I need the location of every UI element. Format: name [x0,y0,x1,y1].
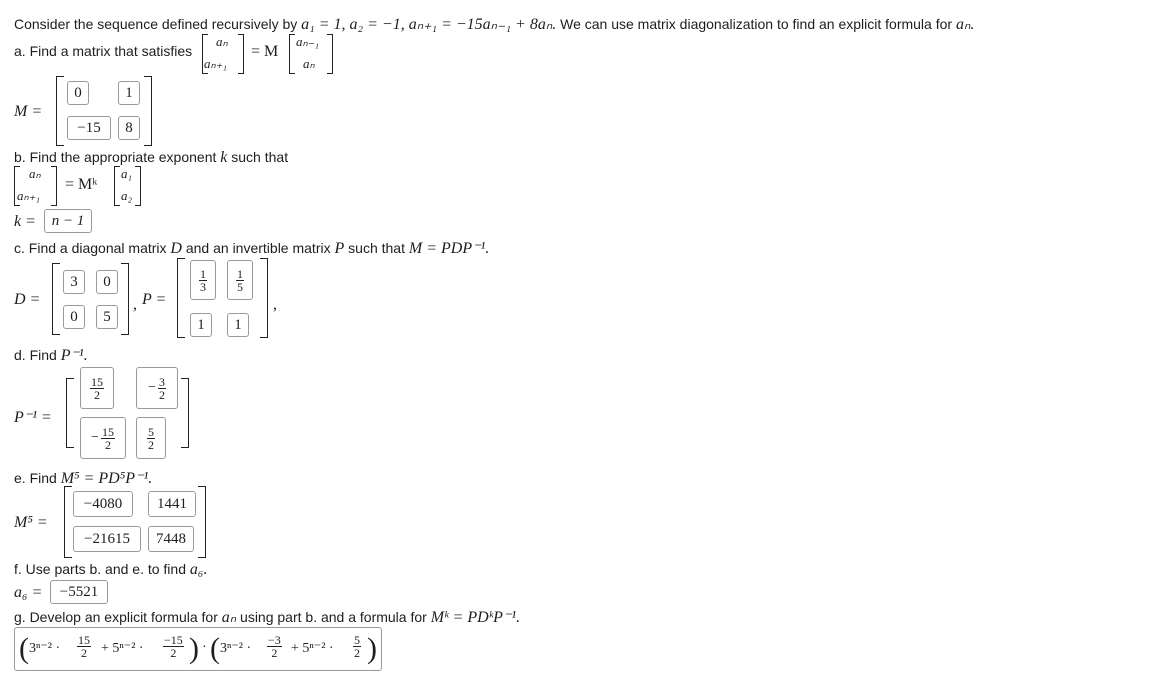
formula-term: 3ⁿ⁻² · [29,641,61,656]
formula-term: + 5ⁿ⁻² · [291,641,334,656]
P-symbol: P [334,240,345,257]
answer-input-d12[interactable]: 0 [96,270,118,294]
bracket [121,263,129,335]
numerator: 3 [158,374,165,389]
answer-input-p22[interactable]: 1 [227,313,249,337]
bracket [289,34,295,74]
equals-M: = M [251,43,279,60]
bracket [66,378,74,448]
part-d-prompt [14,345,88,365]
prompt-text: b. Find the appropriate exponent [14,149,221,165]
bracket [327,34,333,74]
answer-input-m5-11[interactable]: −4080 [73,491,133,517]
answer-input-pinv12[interactable] [136,367,178,409]
equals-Mk: = Mᵏ [65,176,98,193]
numerator: 15 [78,633,90,647]
answer-input-m12[interactable]: 1 [118,81,140,105]
denominator: 2 [94,387,100,402]
fraction [236,268,244,293]
right-paren: ) [189,632,199,665]
fraction [158,376,166,401]
recurrence-formula: a₁ = 1, a₂ = −1, aₙ₊₁ = −15aₙ₋₁ + 8aₙ. [301,16,557,33]
numerator: 1 [237,266,243,281]
answer-input-pinv11[interactable] [80,367,114,409]
answer-input-d22[interactable]: 5 [96,305,118,329]
denominator: 5 [237,279,243,294]
denominator: 3 [200,279,206,294]
fraction [163,634,184,659]
matrix-label-Pinv: P⁻¹ = [14,409,52,426]
a6-symbol: a₆. [189,561,208,578]
prompt-text: and an invertible matrix [181,240,335,256]
k-symbol: k [220,149,228,166]
dot-operator: · [202,640,207,655]
problem-intro [14,14,974,34]
diagonalization-equation: M = PDP⁻¹. [408,240,490,257]
numerator: −15 [164,633,183,647]
matrix-label-D: D = [14,291,41,308]
vector-entry: aₙ [29,166,41,181]
formula-term: + 5ⁿ⁻² · [101,641,144,656]
denominator: 2 [104,437,111,452]
bracket [144,76,152,146]
answer-input-m5-12[interactable]: 1441 [148,491,196,517]
vector-entry: aₙ [303,56,315,71]
denominator: 2 [354,646,360,660]
answer-input-d21[interactable]: 0 [63,305,85,329]
part-e-prompt [14,468,152,488]
numerator: 15 [91,374,103,389]
answer-input-p21[interactable]: 1 [190,313,212,337]
answer-input-p11[interactable] [190,260,216,300]
vector-entry: aₙ₊₁ [204,56,228,71]
matrix-label-M: M = [14,103,43,120]
answer-input-p12[interactable] [227,260,253,300]
part-f-prompt [14,561,207,579]
vector-entry: a₂ [121,188,133,203]
bracket [198,486,206,558]
answer-input-m22[interactable]: 8 [118,116,140,140]
answer-input-a6[interactable]: −5521 [50,580,108,604]
bracket [181,378,189,448]
numerator: 5 [354,633,360,647]
bracket [64,486,72,558]
M5-equation: M⁵ = PD⁵P⁻¹. [60,470,153,487]
answer-input-m21[interactable]: −15 [67,116,111,140]
answer-input-m11[interactable]: 0 [67,81,89,105]
prompt-text: using part b. and a formula for [236,609,431,625]
fraction [77,634,91,659]
matrix-label-M5: M⁵ = [14,514,48,531]
numerator: 5 [148,424,154,439]
numerator: −3 [268,633,281,647]
vector-entry: aₙ [216,34,228,49]
vector-entry: a₁ [121,166,133,181]
bracket [52,263,60,335]
fraction [353,634,361,659]
left-paren: ( [19,632,29,665]
fraction [101,426,115,451]
part-b-prompt [14,149,288,167]
matrix-label-P: P = [142,291,167,308]
fraction [267,634,282,659]
an-symbol: aₙ [221,609,237,626]
answer-input-k[interactable]: n − 1 [44,209,92,233]
P-inverse-symbol: P⁻¹. [60,347,88,364]
fraction [199,268,207,293]
bracket [56,76,64,146]
vector-entry: aₙ₋₁ [296,34,320,49]
answer-input-pinv22[interactable] [136,417,166,459]
bracket [260,258,268,338]
numerator: 15 [101,424,114,439]
answer-input-d11[interactable]: 3 [63,270,85,294]
prompt-text: d. Find [14,347,61,363]
prompt-text: f. Use parts b. and e. to find [14,561,190,577]
formula-term: 3ⁿ⁻² · [220,641,252,656]
intro-text-2: We can use matrix diagonalization to find an explicit formula for [556,16,956,32]
denominator: 2 [170,646,177,660]
prompt-text: such that [344,240,409,256]
part-g-prompt [14,607,520,627]
answer-input-m5-22[interactable]: 7448 [148,526,194,552]
answer-input-m5-21[interactable]: −21615 [73,526,141,552]
part-a-prompt: a. Find a matrix that satisfies [14,43,193,59]
prompt-text: c. Find a diagonal matrix [14,240,171,256]
D-symbol: D [170,240,182,257]
an-symbol: aₙ. [955,16,975,33]
comma: , [133,296,137,313]
bracket [114,166,120,206]
denominator: 2 [271,646,278,660]
minus-sign: − [148,380,156,395]
intro-text: Consider the sequence defined recursively by [14,16,302,32]
minus-sign: − [91,430,99,445]
answer-input-explicit-formula[interactable] [14,627,382,671]
fraction [147,426,155,451]
a6-label: a₆ = [14,584,43,601]
prompt-text: e. Find [14,470,61,486]
prompt-text: such that [227,149,289,165]
denominator: 2 [81,646,87,660]
comma: , [273,296,277,313]
part-c-prompt [14,238,489,258]
numerator: 1 [200,266,206,281]
bracket [238,34,244,74]
fraction [90,376,104,401]
k-label: k = [14,213,36,230]
denominator: 2 [158,387,165,402]
denominator: 2 [148,437,154,452]
Mk-equation: Mᵏ = PDᵏP⁻¹. [430,609,521,626]
bracket [51,166,57,206]
vector-entry: aₙ₊₁ [17,188,41,203]
prompt-text: g. Develop an explicit formula for [14,609,222,625]
bracket [177,258,185,338]
left-paren: ( [210,632,220,665]
answer-input-pinv21[interactable] [80,417,126,459]
bracket [135,166,141,206]
right-paren: ) [367,632,377,665]
